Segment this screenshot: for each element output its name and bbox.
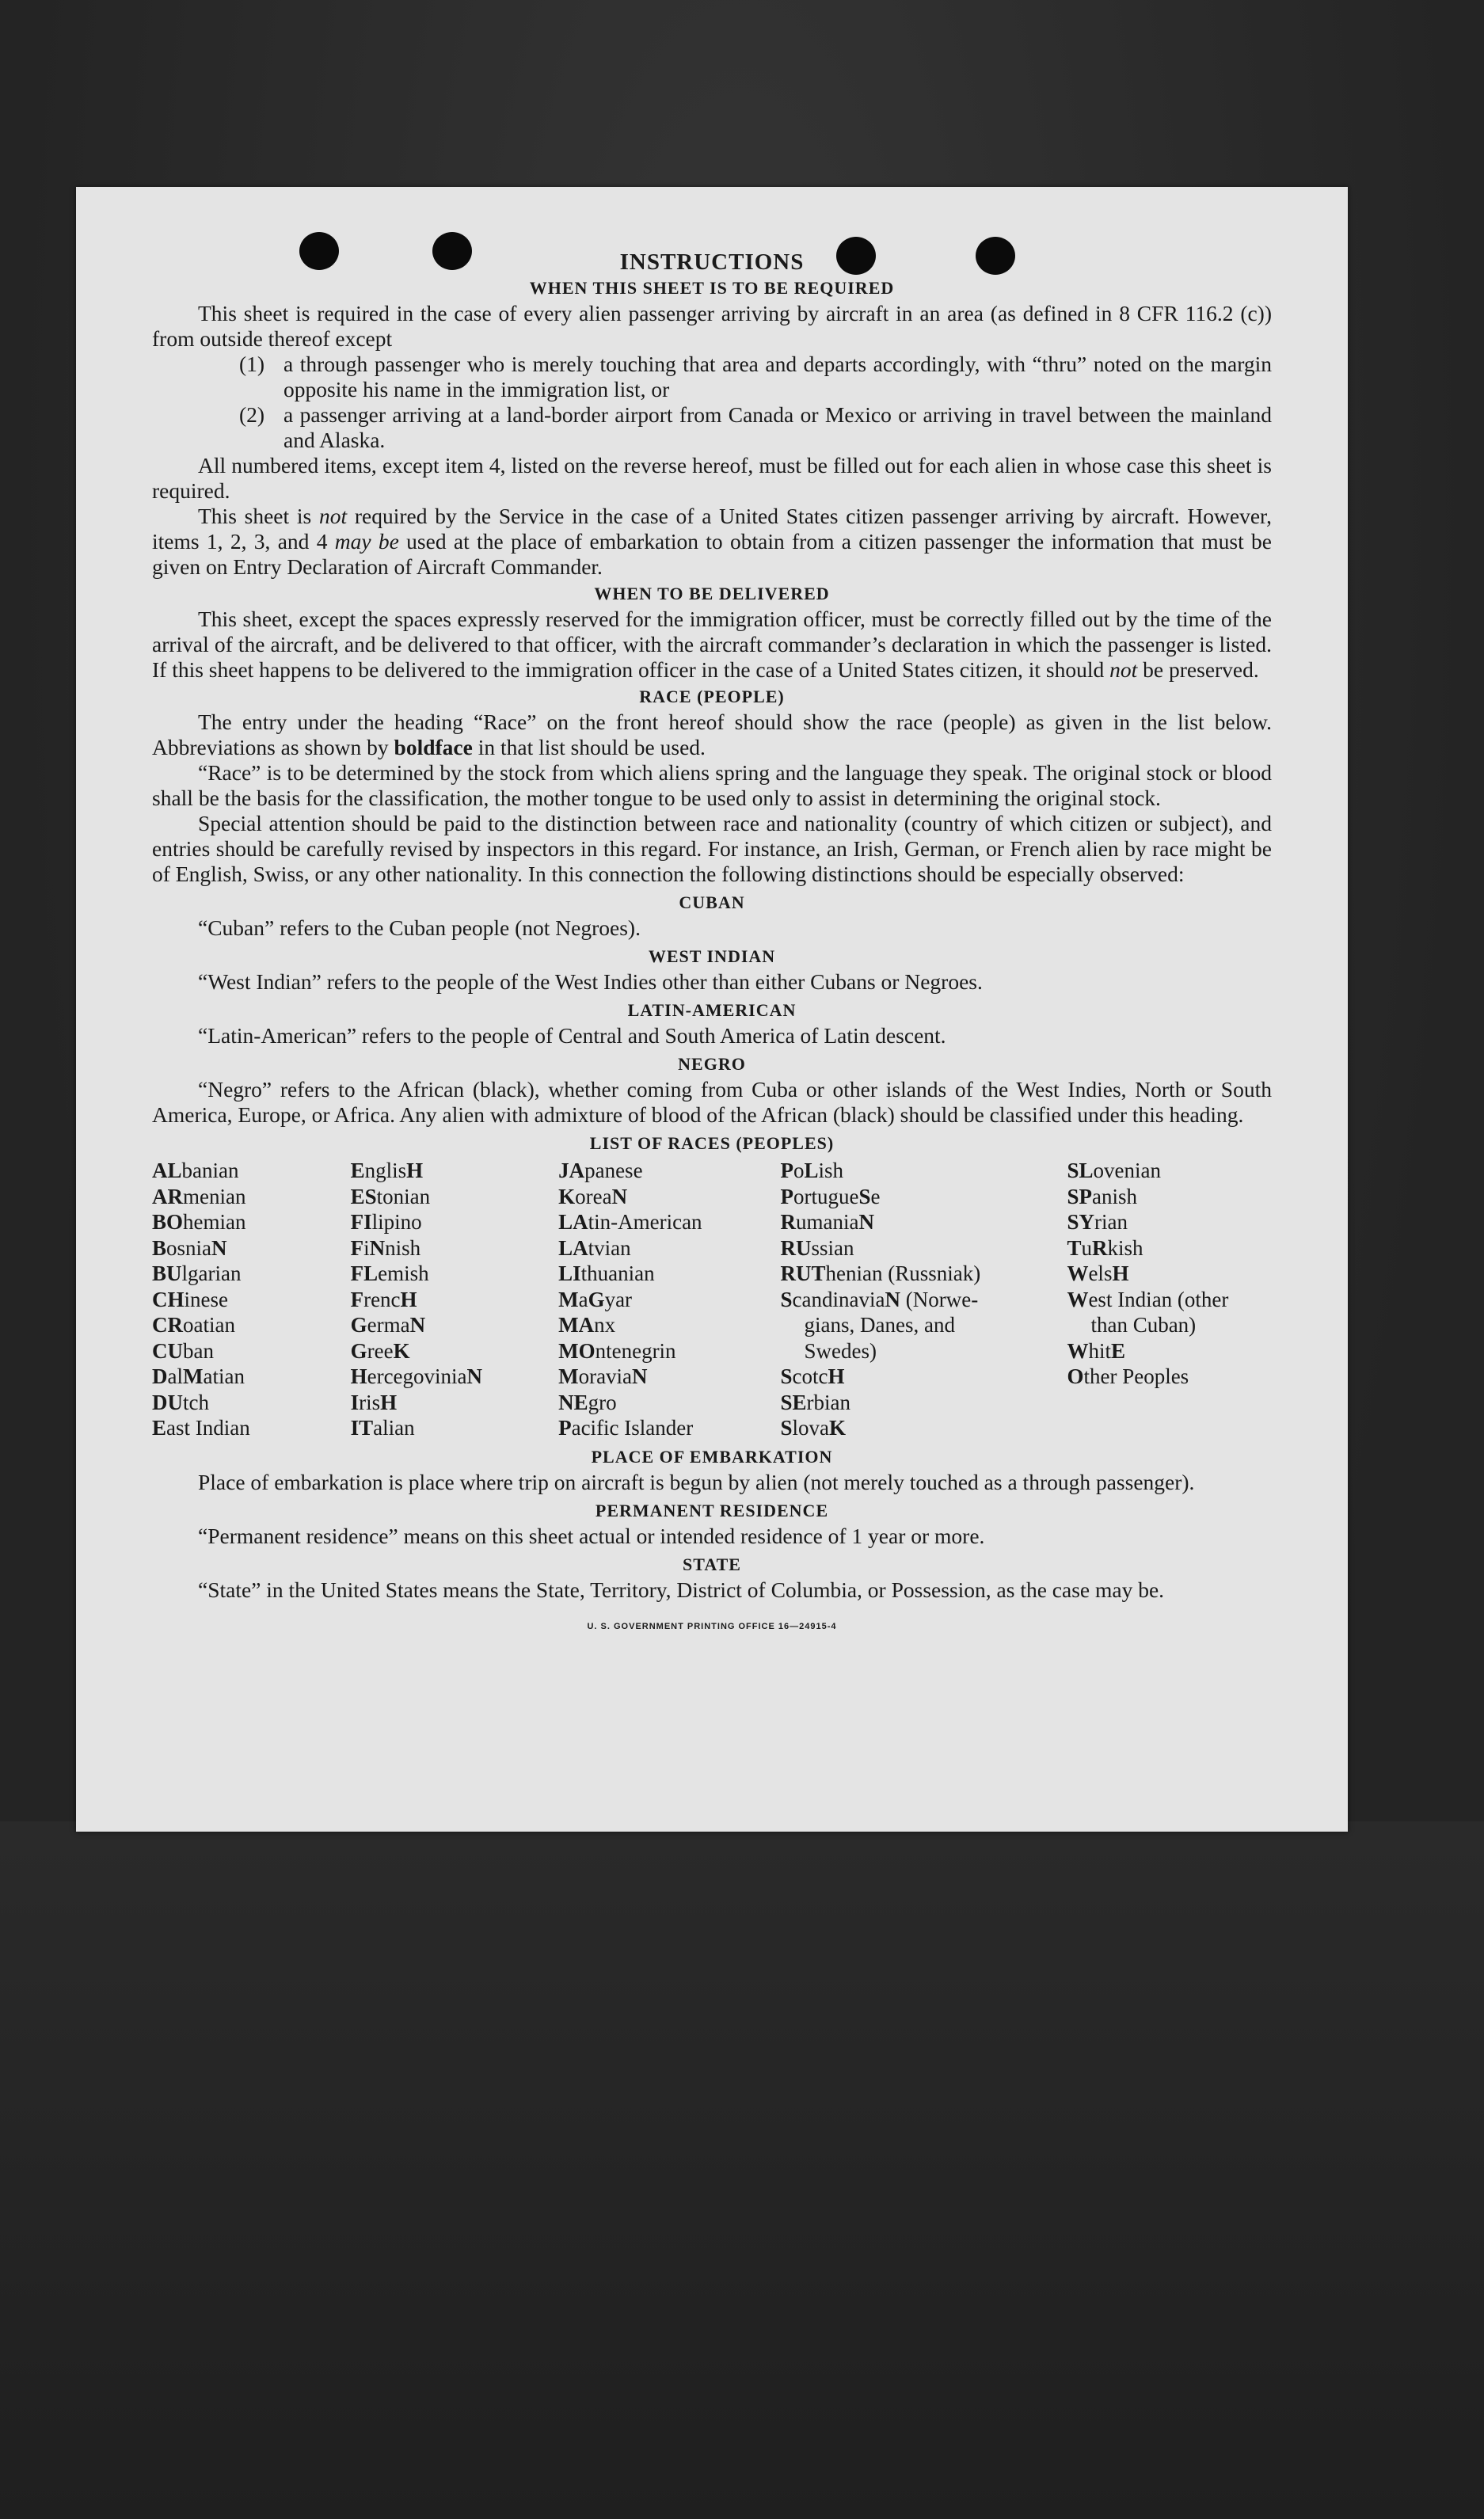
race-abbreviation: SL: [1067, 1159, 1094, 1182]
race-entry: [351, 1390, 559, 1416]
race-text: u: [1081, 1235, 1092, 1260]
paragraph: “Race” is to be determined by the stock from which aliens spring and the language they speak. The original stock or blood shall be the basis for the classification, the mother tongue to be used only to assist in determining the original stock.: [152, 760, 1272, 810]
race-entry: [781, 1287, 1067, 1313]
race-text: ree: [367, 1338, 394, 1363]
race-entry: [152, 1184, 351, 1210]
race-column: [351, 1158, 559, 1441]
section-heading: PERMANENT RESIDENCE: [595, 1500, 829, 1520]
race-abbreviation: CR: [152, 1313, 183, 1337]
race-text: orea: [575, 1184, 612, 1208]
race-text: renc: [363, 1287, 401, 1311]
race-text: panese: [584, 1159, 643, 1182]
race-text: est Indian (other: [1088, 1287, 1229, 1311]
race-abbreviation: L: [804, 1159, 819, 1182]
race-abbreviation: BO: [152, 1210, 184, 1234]
item-number: (2): [239, 402, 265, 427]
race-text: oravia: [578, 1364, 633, 1388]
race-text: rbian: [806, 1390, 851, 1414]
text-run: This sheet is: [198, 504, 319, 528]
race-entry: [1067, 1287, 1272, 1313]
race-entry: [1067, 1261, 1272, 1287]
race-abbreviation: LI: [558, 1261, 581, 1285]
race-abbreviation: G: [588, 1287, 605, 1311]
race-abbreviation: RU: [780, 1261, 812, 1285]
race-text: gro: [588, 1390, 617, 1414]
race-abbreviation: K: [393, 1338, 410, 1363]
race-text: ris: [359, 1390, 381, 1414]
race-text: menian: [183, 1184, 246, 1208]
race-text: ban: [183, 1338, 214, 1363]
section-heading: LATIN-AMERICAN: [627, 1000, 797, 1020]
race-text: kish: [1107, 1235, 1143, 1260]
race-entry: [558, 1390, 780, 1416]
paragraph: [152, 607, 1272, 683]
race-entry: [351, 1415, 559, 1441]
race-text: nglis: [364, 1159, 407, 1182]
race-abbreviation: N: [466, 1364, 483, 1388]
race-abbreviation: MA: [558, 1313, 595, 1337]
race-entry: [351, 1184, 559, 1210]
item-text: a passenger arriving at a land-border airport from Canada or Mexico or arriving in travel between the mainland and Alaska.: [283, 402, 1272, 452]
race-text: (Norwe-: [900, 1287, 979, 1311]
race-text: banian: [181, 1159, 239, 1182]
race-abbreviation: LA: [558, 1235, 588, 1260]
item-text: a through passenger who is merely touching that area and departs accordingly, with “thru” noted on the margin opposite his name in the immigration list, or: [283, 352, 1272, 401]
race-entry: [1067, 1158, 1272, 1184]
race-abbreviation: E: [1110, 1338, 1125, 1363]
race-entry: [152, 1235, 351, 1261]
race-entry: [558, 1287, 780, 1313]
race-text: nish: [385, 1235, 421, 1260]
race-text: rian: [1094, 1210, 1128, 1234]
race-text: cotc: [792, 1364, 828, 1388]
race-text: o: [793, 1159, 805, 1182]
race-entry: [1067, 1184, 1272, 1210]
race-abbreviation: SE: [780, 1390, 807, 1414]
paragraph: All numbered items, except item 4, listed on the reverse hereof, must be filled out for each alien in whose case this sheet is required.: [152, 453, 1272, 503]
race-entry: [558, 1312, 780, 1338]
paragraph: [152, 504, 1272, 580]
race-abbreviation: SY: [1067, 1210, 1094, 1234]
race-abbreviation: T: [1067, 1235, 1082, 1260]
italic-text: not: [318, 504, 348, 528]
race-entry: [558, 1184, 780, 1210]
race-entry: [558, 1364, 780, 1390]
race-abbreviation: B: [152, 1235, 167, 1260]
race-text: al: [167, 1364, 183, 1388]
race-abbreviation: CH: [152, 1287, 185, 1311]
race-abbreviation: IT: [350, 1416, 374, 1440]
race-abbreviation: MO: [558, 1338, 596, 1363]
race-entry: [152, 1158, 351, 1184]
race-entry: [558, 1235, 780, 1261]
race-abbreviation: W: [1067, 1338, 1089, 1363]
italic-text: may be: [334, 529, 399, 554]
race-entry: [781, 1390, 1067, 1416]
race-abbreviation: M: [183, 1364, 204, 1388]
race-text: anish: [1091, 1184, 1137, 1208]
race-text: ish: [818, 1159, 844, 1182]
race-abbreviation: E: [350, 1159, 365, 1182]
race-entry: [351, 1235, 559, 1261]
race-abbreviation: F: [350, 1287, 364, 1311]
race-entry: [781, 1158, 1067, 1184]
item-number: (1): [239, 352, 265, 376]
race-entry: [152, 1390, 351, 1416]
section-heading: NEGRO: [678, 1054, 746, 1074]
race-abbreviation: N: [409, 1313, 426, 1337]
race-abbreviation: N: [632, 1364, 648, 1388]
section-heading: STATE: [683, 1554, 741, 1574]
race-abbreviation: G: [350, 1338, 367, 1363]
race-text: alian: [373, 1416, 415, 1440]
race-abbreviation: I: [350, 1390, 360, 1414]
race-abbreviation: O: [1067, 1364, 1084, 1388]
race-text: thuanian: [580, 1261, 655, 1285]
race-text: inese: [184, 1287, 228, 1311]
race-abbreviation: P: [558, 1416, 572, 1440]
race-entry: [1067, 1312, 1272, 1338]
race-entry: [781, 1415, 1067, 1441]
race-abbreviation: P: [780, 1159, 793, 1182]
race-text: umania: [796, 1210, 859, 1234]
race-entry: [152, 1312, 351, 1338]
race-text: gians, Danes, and: [804, 1313, 955, 1337]
race-text: ther Peoples: [1083, 1364, 1189, 1388]
race-entry: [1067, 1338, 1272, 1364]
text-run: used at the place of embarkation to obtain from a citizen passenger the information that must be given on Entry Declaration of Aircraft Commander.: [152, 529, 1272, 579]
race-abbreviation: P: [780, 1184, 793, 1208]
race-abbreviation: N: [369, 1235, 386, 1260]
section-heading: WEST INDIAN: [648, 946, 776, 966]
instructions-body: [152, 249, 1272, 1639]
race-abbreviation: AL: [152, 1159, 182, 1182]
race-entry: [351, 1338, 559, 1364]
race-abbreviation: LA: [558, 1210, 588, 1234]
race-abbreviation: N: [211, 1235, 227, 1260]
numbered-item: [152, 352, 1272, 402]
section-heading: RACE (PEOPLE): [639, 687, 785, 706]
race-list: [152, 1158, 1272, 1441]
race-abbreviation: T: [811, 1261, 826, 1285]
race-text: els: [1088, 1261, 1113, 1285]
race-abbreviation: N: [858, 1210, 874, 1234]
race-abbreviation: FL: [350, 1261, 379, 1285]
race-text: tonian: [376, 1184, 431, 1208]
race-text: lova: [792, 1416, 830, 1440]
race-abbreviation: S: [858, 1184, 871, 1208]
numbered-item: [152, 402, 1272, 453]
race-text: tch: [183, 1390, 209, 1414]
race-text: ast Indian: [166, 1416, 250, 1440]
race-column: [1067, 1158, 1272, 1441]
race-text: tin-American: [588, 1210, 702, 1234]
race-text: erma: [367, 1313, 410, 1337]
race-abbreviation: W: [1067, 1287, 1089, 1311]
section-heading: CUBAN: [679, 892, 745, 912]
paragraph: Place of embarkation is place where trip on aircraft is begun by alien (not merely touched as a through passenger).: [198, 1469, 1195, 1494]
race-entry: [781, 1184, 1067, 1210]
race-entry: [351, 1364, 559, 1390]
race-entry: [351, 1158, 559, 1184]
race-entry: [558, 1158, 780, 1184]
race-text: hit: [1088, 1338, 1111, 1363]
paragraph: “Latin-American” refers to the people of Central and South America of Latin descent.: [198, 1023, 946, 1048]
race-abbreviation: SP: [1067, 1184, 1092, 1208]
race-column: [558, 1158, 780, 1441]
paragraph: “State” in the United States means the State, Territory, District of Columbia, or Possession, as the case may be.: [198, 1577, 1165, 1602]
race-entry: [351, 1209, 559, 1235]
race-abbreviation: G: [350, 1313, 367, 1337]
race-text: ntenegrin: [595, 1338, 676, 1363]
document-sheet: [76, 187, 1348, 1832]
race-abbreviation: R: [1091, 1235, 1108, 1260]
race-entry: [351, 1312, 559, 1338]
race-abbreviation: H: [828, 1364, 845, 1388]
text-run: required by the Service in the case of a United States citizen passenger arriving by aircraft. However, items 1, 2, 3, and 4: [152, 504, 1272, 554]
race-entry: [152, 1287, 351, 1313]
paragraph: “Permanent residence” means on this sheet actual or intended residence of 1 year or more.: [198, 1523, 985, 1548]
race-abbreviation: DU: [152, 1390, 183, 1414]
race-text: lgarian: [181, 1261, 242, 1285]
printer-imprint: U. S. GOVERNMENT PRINTING OFFICE 16—24915-4: [587, 1621, 837, 1631]
section-heading: PLACE OF EMBARKATION: [591, 1446, 833, 1467]
race-column: [781, 1158, 1067, 1441]
race-entry: [558, 1415, 780, 1441]
race-text: than Cuban): [1090, 1313, 1197, 1337]
text-run: This sheet, except the spaces expressly reserved for the immigration officer, must be correctly filled out by the time of the arrival of the aircraft, and be delivered to that officer, with the aircraft commander’s declaration in which the passenger is listed. If this sheet happens to be delivered to the immigration officer in the case of a United States citizen, it should: [152, 607, 1272, 682]
race-entry: [558, 1261, 780, 1287]
race-abbreviation: S: [780, 1364, 793, 1388]
race-text: hemian: [183, 1210, 246, 1234]
paragraph: “Cuban” refers to the Cuban people (not Negroes).: [198, 915, 641, 940]
race-text: i: [363, 1235, 370, 1260]
race-text: yar: [604, 1287, 633, 1311]
race-abbreviation: N: [885, 1287, 900, 1311]
race-abbreviation: S: [780, 1287, 793, 1311]
race-text: ovenian: [1093, 1159, 1161, 1182]
race-abbreviation: AR: [152, 1184, 183, 1208]
race-text: tvian: [588, 1235, 631, 1260]
race-abbreviation: R: [780, 1210, 796, 1234]
race-abbreviation: S: [780, 1416, 793, 1440]
race-abbreviation: K: [558, 1184, 576, 1208]
race-abbreviation: D: [152, 1364, 168, 1388]
paragraph: “West Indian” refers to the people of the West Indies other than either Cubans or Negroes.: [198, 969, 983, 994]
race-abbreviation: M: [558, 1287, 579, 1311]
scan-lower-background: [0, 1821, 1484, 2519]
race-entry: [152, 1209, 351, 1235]
section-heading: LIST OF RACES (PEOPLES): [589, 1133, 835, 1153]
race-abbreviation: W: [1067, 1261, 1089, 1285]
race-entry: [1067, 1235, 1272, 1261]
race-abbreviation: NE: [558, 1390, 588, 1414]
race-entry: [1067, 1364, 1272, 1390]
race-abbreviation: H: [350, 1364, 367, 1388]
race-text: henian (Russniak): [825, 1261, 981, 1285]
race-entry: [781, 1364, 1067, 1390]
paragraph: This sheet is required in the case of every alien passenger arriving by aircraft in an area (as defined in 8 CFR 116.2 (c)) from outside thereof except: [152, 301, 1272, 351]
race-abbreviation: E: [152, 1416, 167, 1440]
race-column: [152, 1158, 351, 1441]
race-text: candinavia: [792, 1287, 885, 1311]
race-text: acific Islander: [571, 1416, 694, 1440]
race-abbreviation: H: [380, 1390, 398, 1414]
text-run: be preserved.: [1137, 657, 1259, 682]
race-text: a: [578, 1287, 588, 1311]
race-text: ssian: [811, 1235, 854, 1260]
race-entry: [781, 1209, 1067, 1235]
section-heading: WHEN TO BE DELIVERED: [594, 584, 830, 603]
race-text: ercegovinia: [367, 1364, 467, 1388]
page-title: INSTRUCTIONS: [619, 249, 805, 275]
race-text: Swedes): [804, 1338, 877, 1363]
race-entry: [558, 1209, 780, 1235]
italic-text: not: [1109, 657, 1138, 682]
race-text: emish: [378, 1261, 429, 1285]
race-abbreviation: BU: [152, 1261, 182, 1285]
race-entry: [351, 1287, 559, 1313]
paragraph: [152, 710, 1272, 760]
race-text: lipino: [371, 1210, 422, 1234]
paragraph: “Negro” refers to the African (black), whether coming from Cuba or other islands of the West Indies, North or South America, Europe, or Africa. Any alien with admixture of blood of the African (black) should be classified under this heading.: [152, 1077, 1272, 1127]
race-abbreviation: N: [611, 1184, 628, 1208]
race-entry: [152, 1415, 351, 1441]
section-heading: WHEN THIS SHEET IS TO BE REQUIRED: [529, 278, 895, 298]
race-entry: [152, 1364, 351, 1390]
race-entry: [781, 1261, 1067, 1287]
race-text: ortugue: [793, 1184, 859, 1208]
race-text: oatian: [183, 1313, 235, 1337]
race-text: atian: [203, 1364, 245, 1388]
race-entry: [152, 1338, 351, 1364]
race-text: e: [870, 1184, 881, 1208]
race-abbreviation: CU: [152, 1338, 183, 1363]
race-entry: [152, 1261, 351, 1287]
race-abbreviation: ES: [350, 1184, 377, 1208]
race-abbreviation: M: [558, 1364, 579, 1388]
race-entry: [781, 1235, 1067, 1261]
race-abbreviation: H: [400, 1287, 417, 1311]
race-entry: [781, 1312, 1067, 1338]
race-abbreviation: K: [829, 1416, 847, 1440]
race-abbreviation: F: [350, 1235, 364, 1260]
race-entry: [781, 1338, 1067, 1364]
race-entry: [351, 1261, 559, 1287]
race-text: osnia: [166, 1235, 212, 1260]
race-abbreviation: FI: [350, 1210, 372, 1234]
race-entry: [1067, 1209, 1272, 1235]
race-abbreviation: RU: [780, 1235, 812, 1260]
text-run: in that list should be used.: [472, 735, 706, 759]
race-text: nx: [594, 1313, 616, 1337]
race-entry: [558, 1338, 780, 1364]
bold-text: boldface: [394, 735, 473, 759]
paragraph: Special attention should be paid to the distinction between race and nationality (country of which citizen or subject), and entries should be carefully revised by inspectors in this regard. For instance, an Irish, German, or French alien by race might be of English, Swiss, or any other nationality. In this connection the following distinctions should be especially observed:: [152, 811, 1272, 886]
text-run: The entry under the heading “Race” on the front hereof should show the race (people) as given in the list below. Abbreviations as shown by: [152, 710, 1272, 759]
race-abbreviation: H: [406, 1159, 424, 1182]
race-abbreviation: H: [1112, 1261, 1129, 1285]
race-abbreviation: JA: [558, 1159, 585, 1182]
